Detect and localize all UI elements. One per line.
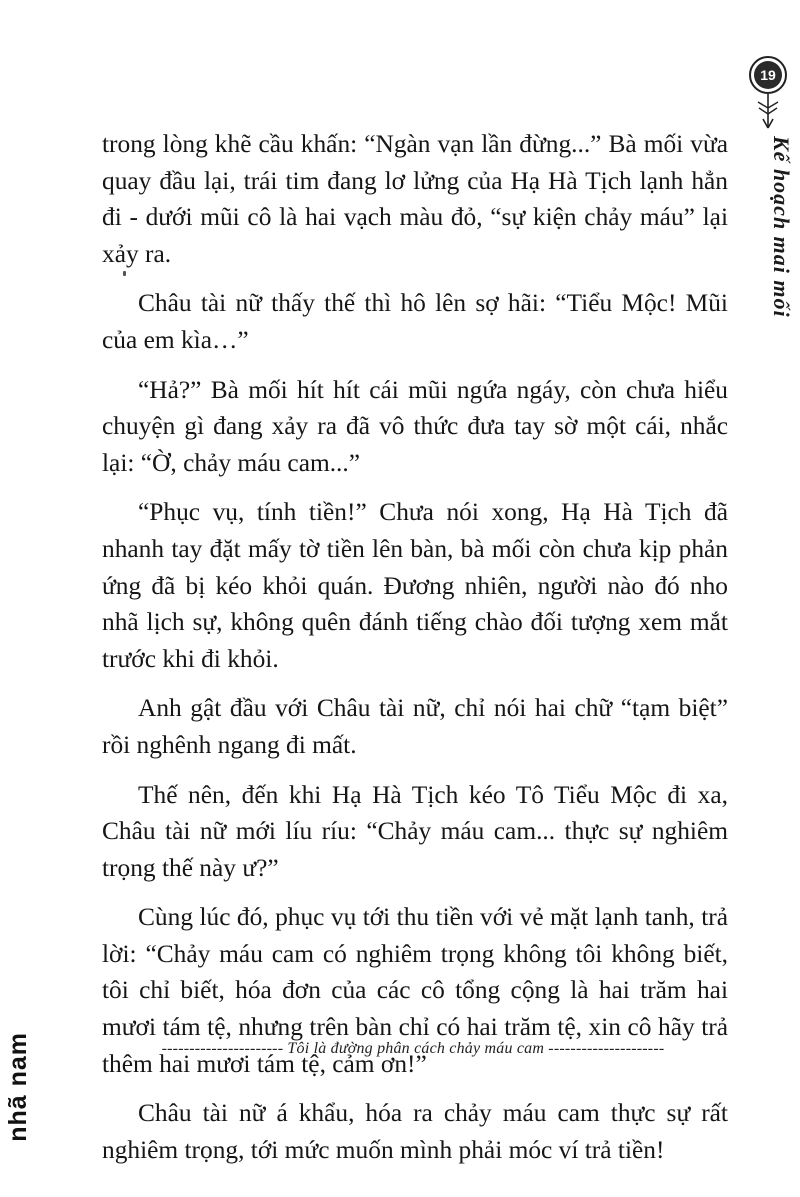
publisher-logo: nhã nam — [4, 1032, 32, 1142]
page-number: 19 — [754, 61, 782, 89]
page-number-badge — [749, 56, 787, 94]
paragraph-2: Châu tài nữ thấy thế thì hô lên sợ hãi: “Tiểu Mộc! Mũi của em kìa…” — [102, 289, 728, 354]
paragraph-5: Anh gật đầu với Châu tài nữ, chỉ nói hai chữ “tạm biệt” rồi nghênh ngang đi mất. — [102, 694, 728, 759]
paragraph-3: “Hả?” Bà mối hít hít cái mũi ngứa ngáy, còn chưa hiểu chuyện gì đang xảy ra đã vô thức đưa tay sờ một cái, nhắc lại: “Ờ, chảy máu cam...” — [102, 375, 728, 477]
paragraph-8: Châu tài nữ á khẩu, hóa ra chảy máu cam thực sự rất nghiêm trọng, tới mức muốn mình phải móc ví trả tiền! — [102, 1099, 728, 1164]
section-divider: ---------------------- Tôi là đường phân cách chảy máu cam --------------------- — [161, 1040, 665, 1057]
paragraph-1: trong lòng khẽ cầu khấn: “Ngàn vạn lần đừng...” Bà mối vừa quay đầu lại, trái tim đang lơ lửng của Hạ Hà Tịch lạnh hẳn đi - dưới mũi cô là hai vạch màu đỏ, “sự kiện chảy máu” lại xảy ra. — [102, 130, 728, 268]
paragraph-7: Cùng lúc đó, phục vụ tới thu tiền với vẻ mặt lạnh tanh, trả lời: “Chảy máu cam có nghiêm trọng không tôi không biết, tôi chỉ biết, hóa đơn của các cô tổng cộng là hai trăm hai mươi tám tệ, nhưng trên bàn chỉ có hai trăm tệ, xin cô hãy trả thêm hai mươi tám tệ, cảm ơn!” — [102, 903, 728, 1078]
paragraph-6: Thế nên, đến khi Hạ Hà Tịch kéo Tô Tiểu Mộc đi xa, Châu tài nữ mới líu ríu: “Chảy máu cam... thực sự nghiêm trọng thế này ư?” — [102, 780, 728, 882]
paragraph-4: “Phục vụ, tính tiền!” Chưa nói xong, Hạ Hà Tịch đã nhanh tay đặt mấy tờ tiền lên bàn, bà mối còn chưa kịp phản ứng đã bị kéo khỏi quán. Đương nhiên, người nào đó nho nhã lịch sự, không quên đánh tiếng chào đối tượng xem mắt trước khi đi khỏi. — [102, 498, 728, 673]
body-text — [102, 126, 728, 1181]
arrow-down-icon — [752, 94, 784, 130]
running-title: Kế hoạch mai mối — [769, 136, 794, 318]
